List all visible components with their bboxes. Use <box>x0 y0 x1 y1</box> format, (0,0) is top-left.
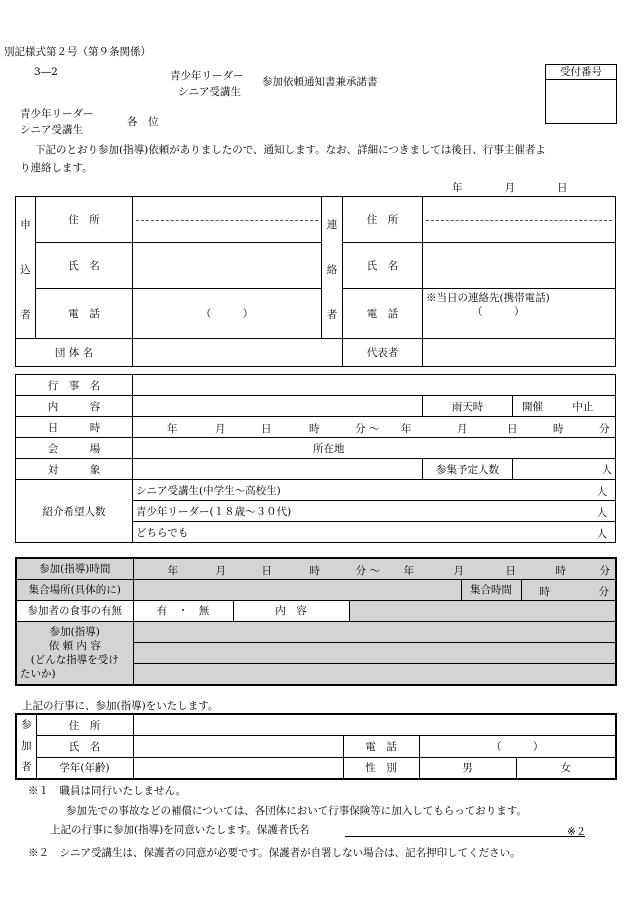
request-content-label: 参加(指導) 依 頼 内 容 (どんな指導を受け たいか) <box>16 621 133 685</box>
applicant-name-field[interactable] <box>133 243 322 289</box>
gender-male[interactable]: 男 <box>419 757 516 779</box>
recipient-line2: シニア受講生 <box>20 124 83 136</box>
contact-address-label: 住 所 <box>343 197 423 243</box>
participation-time-field[interactable]: 年 月 日 時 分 〜 年 月 日 時 分 <box>133 558 616 579</box>
group-name-label: 団 体 名 <box>16 339 133 367</box>
recipient-line1: 青少年リーダー <box>20 108 94 120</box>
participant-phone-field[interactable]: （ ） <box>419 736 616 758</box>
event-name-label: 行 事 名 <box>16 375 133 396</box>
intro-option-leader[interactable]: 青少年リーダー(１８歳〜３０代) 人 <box>133 501 616 522</box>
gender-female[interactable]: 女 <box>516 757 616 779</box>
note-1: ※１ 職員は同行いたしません。 <box>28 785 187 797</box>
meal-content-field[interactable] <box>349 600 616 621</box>
rain-held[interactable]: 開催 <box>522 400 543 413</box>
applicant-address-label: 住 所 <box>36 197 133 243</box>
rain-options[interactable] <box>513 396 616 417</box>
participant-name-label: 氏 名 <box>36 736 133 758</box>
contact-address-field[interactable] <box>423 197 616 243</box>
contact-phone-paren: （ ） <box>472 306 525 319</box>
rain-cancel[interactable]: 中止 <box>572 400 594 413</box>
form-number: 別記様式第２号（第９条関係） <box>4 46 151 58</box>
sub-number: 3―2 <box>34 66 58 78</box>
participant-age-field[interactable] <box>133 757 343 779</box>
applicant-name-label: 氏 名 <box>36 243 133 289</box>
content-label: 内 容 <box>16 396 133 417</box>
intro-text-1: 下記のとおり参加(指導)依頼がありましたので、通知します。なお、詳細につきましては後日、行事主催者よ <box>35 144 546 156</box>
intro-count-label: 紹介希望人数 <box>16 480 133 543</box>
contact-phone-label: 電 話 <box>343 289 423 339</box>
participant-age-label: 学年(年齢) <box>36 757 133 779</box>
applicant-contact-table <box>15 196 616 367</box>
meal-content-label: 内 容 <box>233 600 349 621</box>
representative-field[interactable] <box>423 339 616 367</box>
participant-phone-label: 電 話 <box>343 736 419 758</box>
meet-time-field[interactable]: 時 分 <box>521 579 616 600</box>
contact-phone-field[interactable] <box>423 289 616 339</box>
contact-phone-note: ※当日の連絡先(携帯電話) <box>426 292 550 305</box>
meet-time-label: 集合時間 <box>461 579 521 600</box>
datetime-field[interactable]: 年 月 日 時 分 〜 年 月 日 時 分 <box>133 417 616 438</box>
receipt-label: 受付番号 <box>546 65 616 80</box>
meal-options[interactable]: 有 ・ 無 <box>133 600 233 621</box>
meal-label: 参加者の食事の有無 <box>16 600 133 621</box>
intro-option-senior[interactable]: シニア受講生(中学生〜高校生) 人 <box>133 480 616 501</box>
target-label: 対 象 <box>16 459 133 480</box>
expected-count-field[interactable]: 人 <box>513 459 616 480</box>
note-4: ※２ シニア受講生は、保護者の同意が必要です。保護者が自署しない場合は、記名押印してください。 <box>28 847 521 859</box>
venue-field[interactable] <box>133 438 616 459</box>
representative-label: 代表者 <box>343 339 423 367</box>
rain-label: 雨天時 <box>423 396 513 417</box>
note-3: 上記の行事に参加(指導)を同意いたします。保護者氏名 <box>50 824 310 836</box>
event-table <box>15 374 616 543</box>
group-name-field[interactable] <box>133 339 343 367</box>
document-title: 参加依頼通知書兼承諾書 <box>262 76 378 88</box>
intro-option-either[interactable]: どちらでも 人 <box>133 522 616 543</box>
location-label: 所在地 <box>313 442 345 455</box>
note-3-mark: ※２ <box>567 826 587 838</box>
consent-table <box>15 713 617 780</box>
participant-address-field[interactable] <box>133 714 616 736</box>
applicant-side-label: 申 込 者 <box>16 197 36 339</box>
title-line2: シニア受講生 <box>178 86 241 98</box>
participant-name-field[interactable] <box>133 736 343 758</box>
guardian-signature-line[interactable] <box>345 836 585 837</box>
contact-side-label: 連 絡 者 <box>322 197 343 339</box>
event-name-field[interactable] <box>133 375 616 396</box>
request-content-field[interactable] <box>133 621 616 685</box>
participant-side-label: 参 加 者 <box>16 714 36 779</box>
target-field[interactable] <box>133 459 423 480</box>
consent-lead: 上記の行事に、参加(指導)をいたします。 <box>22 700 219 712</box>
participation-time-label: 参加(指導)時間 <box>16 558 133 579</box>
meet-place-field[interactable] <box>133 579 461 600</box>
contact-name-label: 氏 名 <box>343 243 423 289</box>
title-line1: 青少年リーダー <box>170 70 244 82</box>
meet-place-label: 集合場所(具体的に) <box>16 579 133 600</box>
participation-table <box>15 557 617 686</box>
contact-name-field[interactable] <box>423 243 616 289</box>
participant-address-label: 住 所 <box>36 714 133 736</box>
venue-label: 会 場 <box>16 438 133 459</box>
datetime-label: 日 時 <box>16 417 133 438</box>
intro-text-2: り連絡します。 <box>20 162 93 174</box>
expected-count-label: 参集予定人数 <box>423 459 513 480</box>
applicant-phone-label: 電 話 <box>36 289 133 339</box>
receipt-box <box>545 64 617 124</box>
participant-gender-label: 性 別 <box>343 757 419 779</box>
recipient-suffix: 各 位 <box>127 116 159 128</box>
content-field[interactable] <box>133 396 423 417</box>
applicant-phone-field[interactable]: （ ） <box>133 289 322 339</box>
note-2: 参加先での事故などの補償については、各団体において行事保険等に加入してもらっております。 <box>66 805 527 817</box>
applicant-address-field[interactable] <box>133 197 322 243</box>
issue-date: 年 月 日 <box>452 182 568 194</box>
